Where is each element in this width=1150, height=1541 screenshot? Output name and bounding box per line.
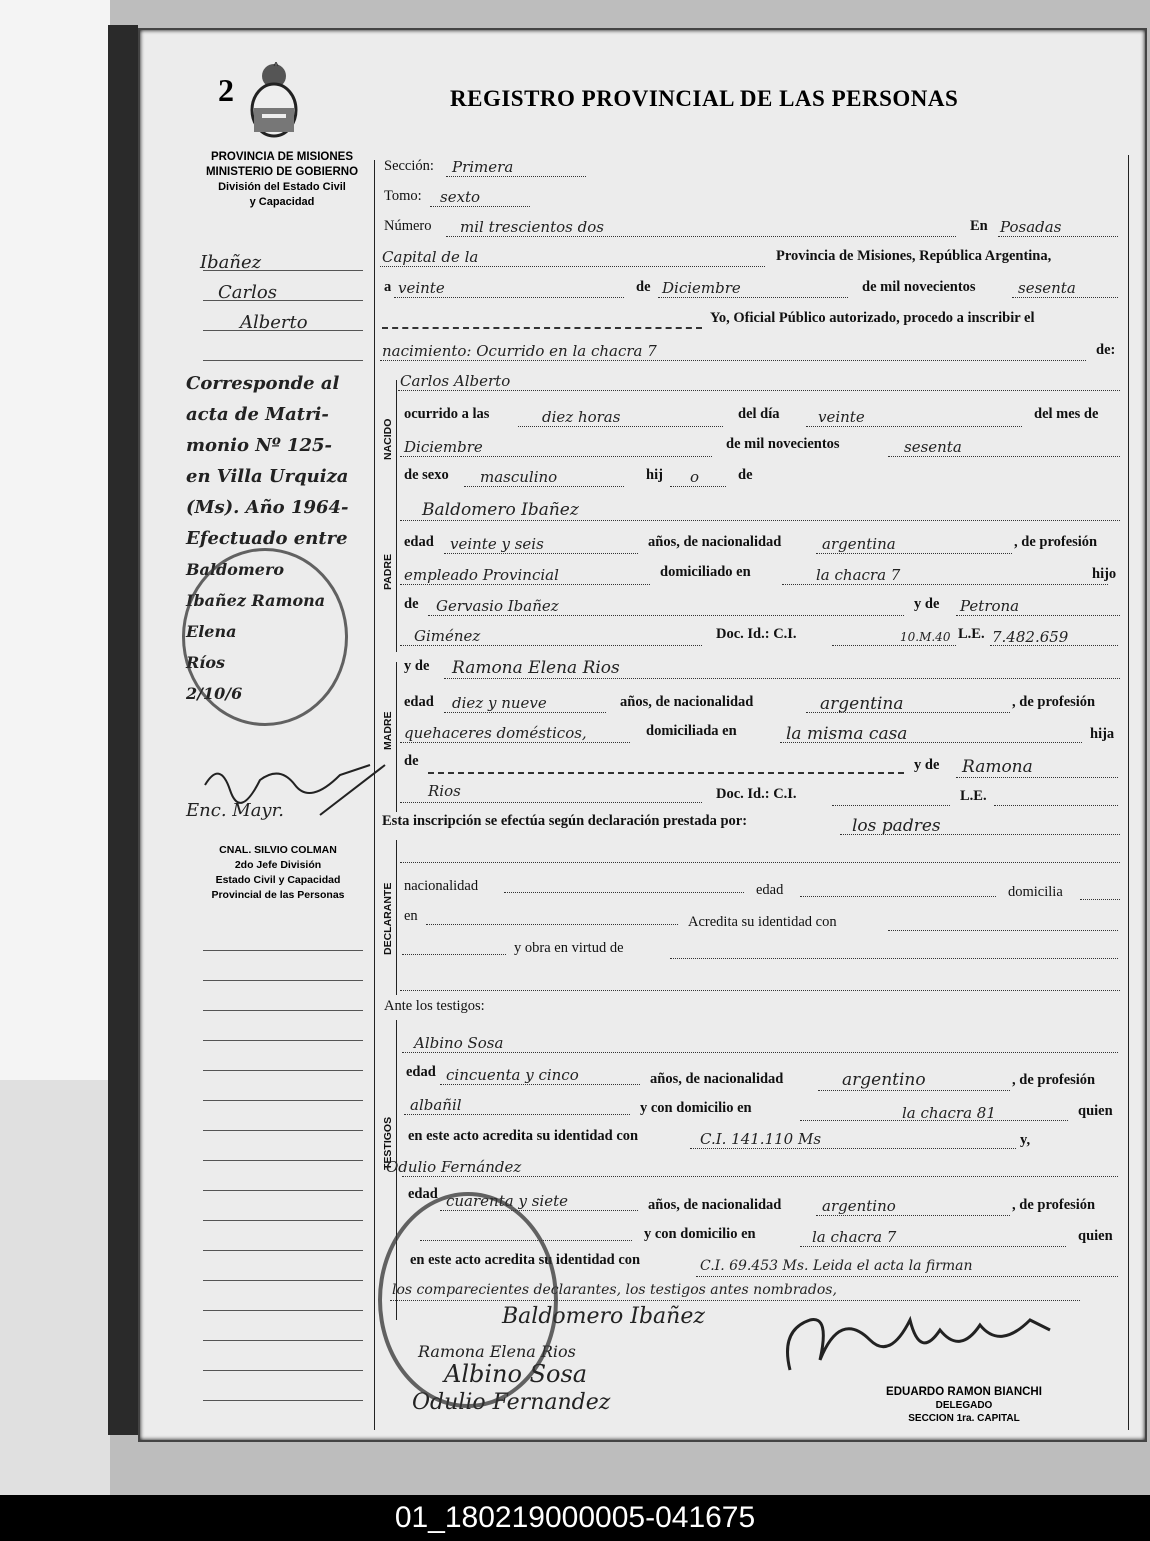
office-line-2: MINISTERIO DE GOBIERNO [205, 166, 359, 178]
testigos-ante-label: Ante los testigos: [384, 998, 485, 1014]
nacido-anio: sesenta [904, 438, 962, 456]
official-title: DELEGADO [935, 1400, 993, 1411]
testigo2-quien-label: quien [1078, 1228, 1113, 1244]
seccion-value: Primera [452, 158, 514, 176]
section-label-madre: MADRE [382, 711, 394, 750]
capital-value: Capital de la [382, 248, 479, 266]
declaracion-value: los padres [852, 816, 941, 836]
signature-witness-2: Odulio Fernandez [412, 1390, 611, 1415]
padre-edad-label: edad [404, 534, 434, 550]
testigo1-acredita-label: en este acto acredita su identidad con [408, 1128, 639, 1144]
fecha-anio: sesenta [1018, 279, 1076, 297]
nacido-hij-label: hij [646, 467, 663, 483]
testigo1-quien-label: quien [1078, 1103, 1113, 1119]
numero-label: Número [384, 218, 432, 234]
en-label: En [970, 218, 988, 234]
official-stamp-line: Provincial de las Personas [211, 889, 345, 901]
testigo1-prof-label: , de profesión [1012, 1072, 1096, 1088]
registry-seal [378, 1192, 558, 1408]
madre-nac-label: años, de nacionalidad [620, 694, 754, 710]
margin-rule [203, 1160, 363, 1161]
official-block [864, 1386, 1064, 1425]
testigo2-nac-label: años, de nacionalidad [648, 1197, 782, 1213]
madre-domicilio: la misma casa [786, 724, 908, 744]
binder-edge [108, 25, 138, 1435]
en-value: Posadas [1000, 218, 1062, 236]
margin-note-line: acta de Matri- [186, 404, 329, 425]
office-line-1: PROVINCIA DE MISIONES [210, 151, 354, 163]
oficial-text: Yo, Oficial Público autorizado, procedo a inscribir el [710, 310, 1035, 326]
padre-nac-label: años, de nacionalidad [648, 534, 782, 550]
madre-madre: Ramona [962, 757, 1033, 777]
office-line-4: y Capacidad [249, 196, 315, 208]
nacido-sexo: masculino [480, 468, 558, 486]
margin-rule [203, 1190, 363, 1191]
official-stamp-line: CNAL. SILVIO COLMAN [219, 844, 337, 856]
official-section: SECCION 1ra. CAPITAL [908, 1413, 1020, 1424]
closing-text: los comparecientes declarantes, los testigos antes nombrados, [392, 1282, 837, 1298]
fecha-de-label: de [636, 279, 651, 295]
page-number: 2 [218, 72, 234, 108]
section-label-declarante: DECLARANTE [382, 882, 394, 955]
padre-doc-label: Doc. Id.: C.I. [716, 626, 797, 642]
margin-note-line: Ibañez Ramona [186, 591, 326, 610]
madre-hija-label: hija [1090, 726, 1115, 742]
section-label-testigos: TESTIGOS [382, 1116, 394, 1170]
coat-of-arms-icon [248, 62, 300, 142]
office-block [192, 150, 372, 210]
margin-note-line: en Villa Urquiza [186, 466, 349, 487]
nacido-dia: veinte [818, 408, 865, 426]
testigo1-nombre: Albino Sosa [414, 1034, 504, 1052]
testigo1-doc: C.I. 141.110 Ms [700, 1130, 822, 1148]
madre-prof-label: , de profesión [1012, 694, 1096, 710]
padre-nombre: Baldomero Ibañez [422, 500, 579, 520]
seccion-label: Sección: [384, 158, 434, 174]
madre-yde2-label: y de [914, 757, 940, 773]
register-sheet [138, 28, 1147, 1442]
signature-witness-1: Albino Sosa [444, 1360, 588, 1388]
padre-doc: 10.M.40 [900, 630, 951, 644]
padre-padre: Gervasio Ibañez [436, 597, 559, 615]
margin-rule [203, 1310, 363, 1311]
fecha-dia: veinte [398, 279, 445, 297]
margin-note-line: Corresponde al [186, 373, 340, 394]
testigo2-doc: C.I. 69.453 Ms. Leida el acta la firman [700, 1258, 973, 1274]
official-stamp-line: Estado Civil y Capacidad [215, 874, 341, 886]
office-line-3: División del Estado Civil [218, 181, 346, 193]
margin-rule [203, 1010, 363, 1011]
official-name: EDUARDO RAMON BIANCHI [886, 1386, 1042, 1398]
padre-madre: Petrona [960, 597, 1020, 615]
declaracion-text: Esta inscripción se efectúa según declaración prestada por: [382, 813, 748, 829]
nacido-hij: o [690, 468, 700, 486]
declarante-nac-label: nacionalidad [404, 878, 479, 894]
margin-note-line: Ríos [186, 653, 226, 672]
fecha-mes: Diciembre [662, 279, 741, 297]
padre-dom-label: domiciliado en [660, 564, 751, 580]
madre-edad: diez y nueve [452, 694, 547, 712]
margin-rule [203, 1340, 363, 1341]
madre-le-label: L.E. [960, 788, 987, 804]
margin-rule [203, 1280, 363, 1281]
padre-le-label: L.E. [958, 626, 985, 642]
nacido-de-label: de [738, 467, 753, 483]
page-title: REGISTRO PROVINCIAL DE LAS PERSONAS [450, 86, 959, 111]
margin-note-line: 2/10/6 [186, 684, 243, 703]
margin-stamp [182, 548, 348, 726]
fecha-anio-label: de mil novecientos [862, 279, 976, 295]
declarante-dom-label: domicilia [1008, 884, 1063, 900]
declarante-edad-label: edad [756, 882, 784, 898]
provincia-text: Provincia de Misiones, República Argentina, [776, 248, 1052, 264]
padre-prof-label: , de profesión [1014, 534, 1098, 550]
padre-de-label: de [404, 596, 419, 612]
padre-nacionalidad: argentina [822, 535, 896, 553]
tomo-label: Tomo: [384, 188, 422, 204]
madre-madre-apellido: Rios [428, 782, 461, 800]
declarante-en-label: en [404, 908, 418, 924]
nacido-del-dia-label: del día [738, 406, 780, 422]
testigo1-edad-label: edad [406, 1064, 436, 1080]
nacido-del-mes-label: del mes de [1034, 406, 1099, 422]
testigo1-nac-label: años, de nacionalidad [650, 1071, 784, 1087]
madre-doc-label: Doc. Id.: C.I. [716, 786, 797, 802]
margin-official-stamp [178, 843, 378, 903]
testigo2-nombre: Odulio Fernández [386, 1158, 522, 1176]
padre-yde-label: y de [914, 596, 940, 612]
padre-edad: veinte y seis [450, 535, 544, 553]
archive-code: 01_180219000005-041675 [0, 1495, 1150, 1541]
madre-edad-label: edad [404, 694, 434, 710]
margin-name-2: Alberto [240, 312, 308, 333]
testigo1-dom-label: y con domicilio en [640, 1100, 752, 1116]
testigo1-profesion: albañil [410, 1096, 462, 1114]
adjacent-page-lower [0, 1080, 110, 1495]
margin-note-line: Baldomero [186, 560, 285, 579]
margin-rule [203, 1250, 363, 1251]
tomo-value: sexto [440, 188, 481, 206]
margin-surname: Ibañez [200, 252, 262, 273]
nacido-mes: Diciembre [404, 438, 483, 456]
margin-rule [203, 1130, 363, 1131]
padre-domicilio: la chacra 7 [816, 566, 901, 584]
testigo2-dom-label: y con domicilio en [644, 1226, 756, 1242]
madre-profesion: quehaceres domésticos, [404, 724, 587, 742]
nacido-ocurrido-label: ocurrido a las [404, 406, 490, 422]
margin-signature: Enc. Mayr. [186, 800, 284, 821]
testigo2-domicilio: la chacra 7 [812, 1228, 897, 1246]
fecha-a-label: a [384, 279, 392, 295]
testigo2-acredita-label: en este acto acredita su identidad con [410, 1252, 641, 1268]
numero-value: mil trescientos dos [460, 218, 604, 236]
nacido-mil-label: de mil novecientos [726, 436, 840, 452]
margin-signature-scribble [200, 755, 390, 825]
margin-note-line: (Ms). Año 1964- [186, 497, 349, 518]
testigo2-prof-label: , de profesión [1012, 1197, 1096, 1213]
testigo2-edad: cuarenta y siete [446, 1192, 568, 1210]
de-colon-label: de: [1096, 342, 1116, 358]
margin-note-line: Elena [186, 622, 237, 641]
padre-hijo-label: hijo [1092, 566, 1117, 582]
madre-nacionalidad: argentina [820, 694, 904, 714]
testigo1-domicilio: la chacra 81 [902, 1104, 996, 1122]
testigo1-edad: cincuenta y cinco [446, 1066, 579, 1084]
madre-dom-label: domiciliada en [646, 723, 737, 739]
nacido-sexo-label: de sexo [404, 467, 449, 483]
official-stamp-line: 2do Jefe División [234, 859, 322, 871]
madre-de-label: de [404, 753, 419, 769]
margin-rule [203, 980, 363, 981]
signature-father: Baldomero Ibañez [502, 1304, 705, 1329]
margin-rule [203, 1220, 363, 1221]
margin-name-1: Carlos [218, 282, 277, 303]
madre-yde-label: y de [404, 658, 430, 674]
testigo2-nacionalidad: argentino [822, 1197, 896, 1215]
padre-profesion: empleado Provincial [404, 566, 559, 584]
official-signature [770, 1300, 1070, 1390]
declarante-obra-label: y obra en virtud de [514, 940, 624, 956]
testigo1-nacionalidad: argentino [842, 1070, 926, 1090]
testigo2-edad-label: edad [408, 1186, 438, 1202]
nacido-hora: diez horas [542, 408, 621, 426]
padre-le: 7.482.659 [992, 628, 1069, 646]
nacimiento-value: nacimiento: Ocurrido en la chacra 7 [382, 342, 657, 360]
madre-nombre: Ramona Elena Rios [452, 658, 620, 678]
margin-rule [203, 1100, 363, 1101]
margin-rule [203, 1400, 363, 1401]
section-label-padre: PADRE [382, 554, 394, 590]
section-label-nacido: NACIDO [382, 418, 394, 460]
testigo1-y-label: y, [1020, 1132, 1031, 1148]
margin-rule [203, 1040, 363, 1041]
adjacent-page [0, 0, 110, 1080]
margin-note-line: monio Nº 125- [186, 435, 333, 456]
declarante-acredita-label: Acredita su identidad con [688, 914, 837, 930]
signature-mother: Ramona Elena Rios [418, 1342, 576, 1361]
nacido-nombre: Carlos Alberto [400, 372, 511, 390]
margin-note-line: Efectuado entre [186, 528, 348, 549]
margin-rule [203, 1370, 363, 1371]
padre-madre-apellido: Giménez [414, 627, 481, 645]
margin-rule [203, 950, 363, 951]
margin-rule [203, 1070, 363, 1071]
